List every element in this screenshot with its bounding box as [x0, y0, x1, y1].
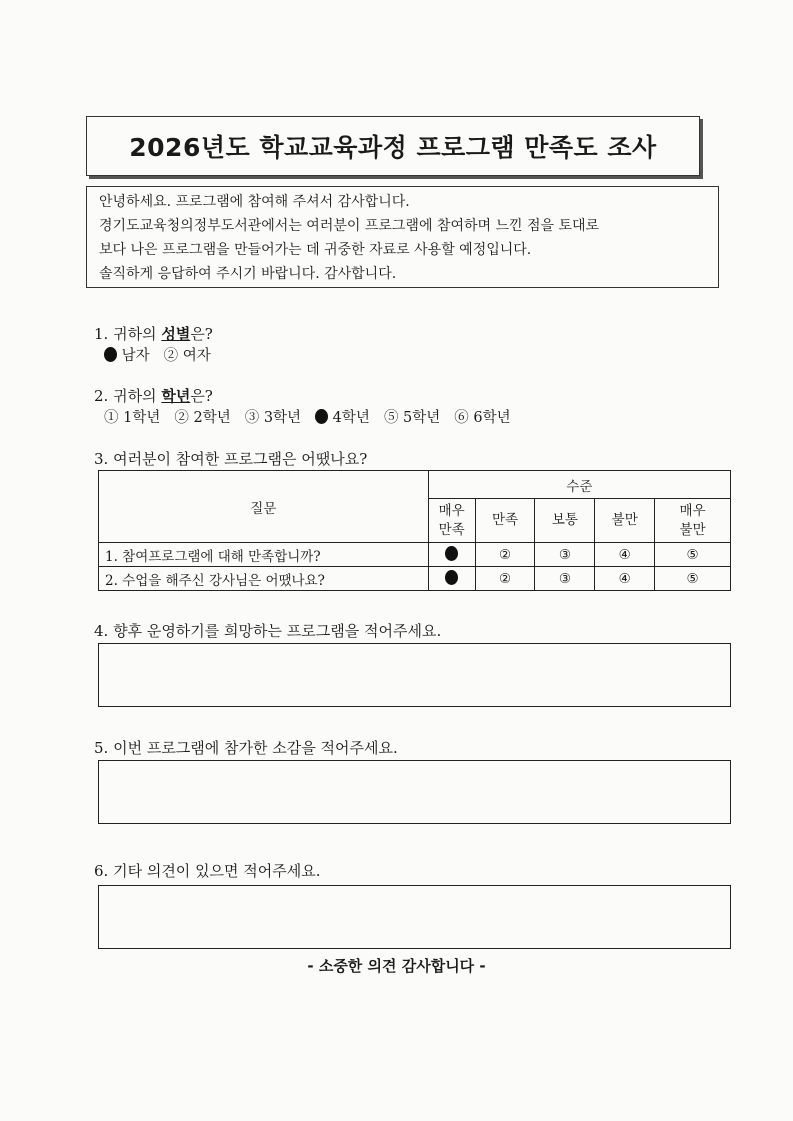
q5-label: 5. 이번 프로그램에 참가한 소감을 적어주세요. [94, 739, 398, 757]
q4-answer-box[interactable] [98, 643, 731, 707]
title-box [86, 116, 700, 176]
q2-option[interactable] [174, 406, 230, 427]
intro-line: 경기도교육청의정부도서관에서는 여러분이 프로그램에 참여하며 느낀 점을 토대로 [99, 218, 600, 234]
q3-label: 3. 여러분이 참여한 프로그램은 어땠나요? [94, 450, 368, 468]
row-question: 1. 참여프로그램에 대해 만족합니까? [99, 543, 429, 567]
table-header-question: 질문 [99, 471, 429, 543]
intro-box [86, 186, 719, 288]
q1-suffix: 은? [190, 325, 213, 343]
q2-option-label: ⑤ 5학년 [383, 410, 441, 426]
table-row [99, 567, 731, 591]
row-question: 2. 수업을 해주신 강사님은 어땠나요? [99, 567, 429, 591]
q1-label [94, 323, 213, 344]
q5-answer-box[interactable] [98, 760, 731, 824]
q2-prefix: 2. 귀하의 [94, 387, 162, 405]
level-header: 매우 만족 [428, 499, 475, 543]
rating-option[interactable] [428, 567, 475, 591]
q2-label [94, 385, 213, 406]
rating-option[interactable] [428, 543, 475, 567]
q2-option[interactable] [104, 406, 160, 427]
q2-option-label: 4학년 [328, 410, 370, 426]
q2-options [104, 406, 525, 427]
q2-option[interactable] [454, 406, 510, 427]
filled-circle-mark [315, 409, 328, 424]
q4-label: 4. 향후 운영하기를 희망하는 프로그램을 적어주세요. [94, 622, 442, 640]
q2-option[interactable] [315, 406, 370, 427]
rating-option[interactable]: ④ [595, 567, 655, 591]
rating-option[interactable]: ⑤ [655, 543, 731, 567]
q1-options [104, 344, 225, 365]
q1-keyword: 성별 [161, 325, 191, 343]
q1-option[interactable] [164, 344, 211, 365]
level-header: 만족 [475, 499, 535, 543]
rating-option[interactable]: ④ [595, 543, 655, 567]
filled-circle-mark [445, 570, 458, 585]
q2-option-label: ③ 3학년 [244, 410, 302, 426]
intro-line: 솔직하게 응답하여 주시기 바랍니다. 감사합니다. [99, 266, 397, 282]
closing-message: - 소중한 의견 감사합니다 - [307, 957, 486, 975]
page-title: 2026년도 학교교육과정 프로그램 만족도 조사 [129, 133, 657, 162]
q1-option[interactable] [104, 344, 150, 365]
q1-option-label: ② 여자 [163, 348, 211, 364]
level-header: 매우 불만 [655, 499, 731, 543]
q2-option-label: ⑥ 6학년 [454, 410, 511, 426]
q1-prefix: 1. 귀하의 [94, 325, 162, 343]
q6-answer-box[interactable] [98, 885, 731, 949]
level-header: 보통 [535, 499, 595, 543]
rating-option[interactable]: ③ [535, 543, 595, 567]
q1-option-label: 남자 [117, 348, 150, 364]
q2-option-label: ② 2학년 [174, 410, 231, 426]
rating-option[interactable]: ③ [535, 567, 595, 591]
satisfaction-table [98, 470, 731, 591]
q2-keyword: 학년 [161, 387, 191, 405]
intro-line: 안녕하세요. 프로그램에 참여해 주셔서 감사합니다. [99, 194, 410, 210]
level-header: 불만 [595, 499, 655, 543]
intro-line: 보다 나은 프로그램을 만들어가는 데 귀중한 자료로 사용할 예정입니다. [99, 242, 532, 258]
rating-option[interactable]: ② [475, 543, 535, 567]
rating-option[interactable]: ② [475, 567, 535, 591]
filled-circle-mark [445, 546, 458, 561]
table-row [99, 543, 731, 567]
table-header-level: 수준 [428, 471, 730, 499]
q2-option-label: ① 1학년 [104, 410, 161, 426]
filled-circle-mark [104, 347, 117, 362]
rating-option[interactable]: ⑤ [655, 567, 731, 591]
q6-label: 6. 기타 의견이 있으면 적어주세요. [94, 862, 321, 880]
q2-option[interactable] [245, 406, 301, 427]
q2-option[interactable] [384, 406, 440, 427]
q2-suffix: 은? [190, 387, 213, 405]
